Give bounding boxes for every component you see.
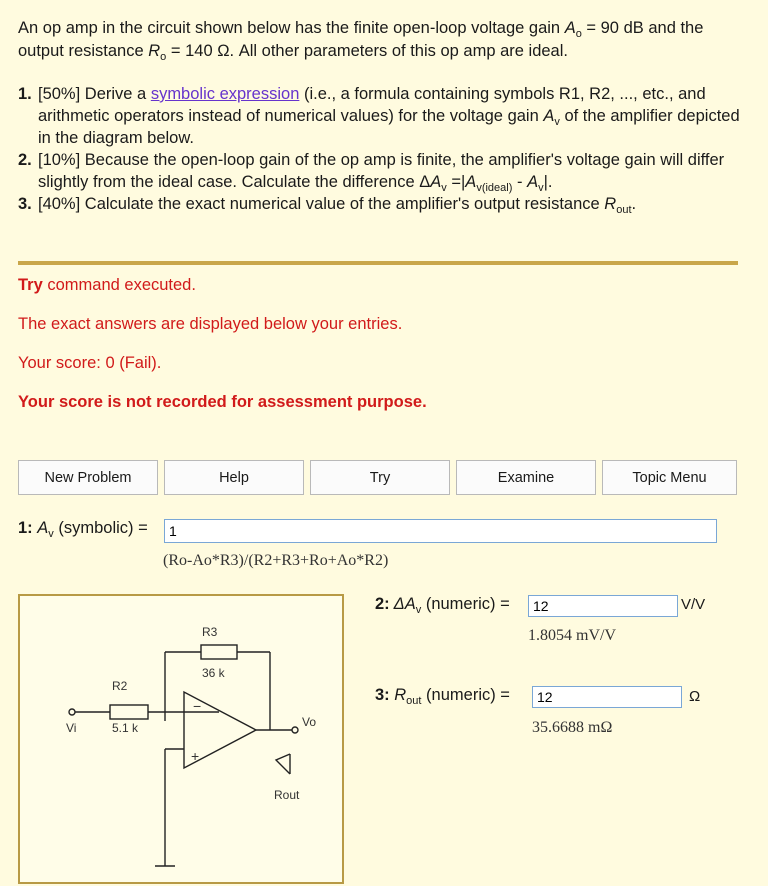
av-symbol: A xyxy=(430,173,442,191)
inverting-input-sign: − xyxy=(193,698,202,714)
av-symbol: A xyxy=(527,173,539,191)
intro-text: An op amp in the circuit shown below has the finite open-loop voltage gain xyxy=(18,19,565,37)
av-symbol: A xyxy=(543,107,555,125)
try-status-text: command executed. xyxy=(42,276,196,294)
rout-exact-answer: 35.6688 mΩ xyxy=(532,719,613,736)
av-ideal-symbol: A xyxy=(465,173,477,191)
r3-resistor xyxy=(201,645,237,659)
new-problem-button[interactable]: New Problem xyxy=(18,460,158,495)
question-text: [50%] Derive a xyxy=(38,85,151,103)
r2-value: 5.1 k xyxy=(112,721,139,735)
question-text: =| xyxy=(446,173,466,191)
question-text: of the amplifier depicted in the diagram below. xyxy=(38,107,740,147)
intro-text: = 90 dB and the output resistance xyxy=(18,19,704,60)
delta-av-unit: V/V xyxy=(681,596,706,613)
ro-subscript: o xyxy=(160,51,167,63)
question-text: (i.e., a formula containing symbols R1, R2, ..., etc., and arithmetic operators instead of numerical values) for the voltage gain xyxy=(38,85,706,125)
entry-3-label xyxy=(375,686,510,705)
not-recorded-message: Your score is not recorded for assessment purpose. xyxy=(18,393,427,411)
question-text: [10%] Because the open-loop gain of the op amp is finite, the amplifier's voltage gain will differ slightly from the ideal case. Calculate the difference Δ xyxy=(38,151,725,191)
rout-unit: Ω xyxy=(689,688,701,705)
examine-button[interactable]: Examine xyxy=(456,460,596,495)
ao-symbol: A xyxy=(564,19,576,37)
rout-symbol: R xyxy=(389,686,407,704)
question-text: |. xyxy=(543,173,553,191)
entry-1-label xyxy=(18,519,148,538)
vi-label: Vi xyxy=(66,721,77,735)
score-message: Your score: 0 (Fail). xyxy=(18,354,162,372)
entry-label-text: (numeric) = xyxy=(421,686,510,704)
circuit-diagram xyxy=(18,594,344,884)
av-subscript: v xyxy=(441,182,447,194)
r3-label: R3 xyxy=(202,625,218,639)
delta-av-input[interactable] xyxy=(528,595,678,617)
av-exact-answer: (Ro-Ao*R3)/(R2+R3+Ro+Ao*R2) xyxy=(163,552,389,569)
help-button[interactable]: Help xyxy=(164,460,304,495)
rout-symbol: R xyxy=(604,195,617,213)
av-symbol: A xyxy=(37,519,49,537)
try-status-message xyxy=(18,276,196,295)
ro-symbol: R xyxy=(148,42,161,60)
r2-label: R2 xyxy=(112,679,128,693)
entry-number: 1: xyxy=(18,519,33,537)
circuit-schematic xyxy=(20,596,342,886)
question-number: 2. xyxy=(18,151,32,169)
entry-number: 2: xyxy=(375,595,390,613)
noninverting-input-sign: + xyxy=(191,748,200,764)
question-text: [40%] Calculate the exact numerical value of the amplifier's output resistance xyxy=(38,195,605,213)
delta-av-symbol: ΔA xyxy=(389,595,416,613)
try-button[interactable]: Try xyxy=(310,460,450,495)
question-number: 1. xyxy=(18,85,32,103)
section-divider xyxy=(18,261,738,265)
question-text: - xyxy=(512,173,528,191)
vi-terminal xyxy=(69,709,75,715)
entry-label-text: (numeric) = xyxy=(421,595,510,613)
rout-label: Rout xyxy=(274,788,300,802)
entry-2-label xyxy=(375,595,510,614)
question-2 xyxy=(18,149,753,193)
av-ideal-subscript: v(ideal) xyxy=(476,182,513,194)
av-subscript: v xyxy=(538,182,544,194)
r2-resistor xyxy=(110,705,148,719)
question-list xyxy=(18,83,753,215)
av-subscript: v xyxy=(554,116,560,128)
av-subscript: v xyxy=(415,604,422,616)
entry-label-text: (symbolic) = xyxy=(53,519,148,537)
question-3 xyxy=(18,193,753,215)
av-subscript: v xyxy=(48,528,54,540)
ao-subscript: o xyxy=(575,28,582,40)
question-text: . xyxy=(631,195,637,213)
rout-input[interactable] xyxy=(532,686,682,708)
question-number: 3. xyxy=(18,195,32,213)
vo-terminal xyxy=(292,727,298,733)
topic-menu-button[interactable]: Topic Menu xyxy=(602,460,737,495)
r3-value: 36 k xyxy=(202,666,225,680)
exact-answers-message: The exact answers are displayed below your entries. xyxy=(18,315,403,333)
question-1 xyxy=(18,83,753,149)
delta-av-exact-answer: 1.8054 mV/V xyxy=(528,627,616,644)
rout-subscript: out xyxy=(406,695,422,707)
rout-arrow-icon xyxy=(276,754,290,774)
av-symbolic-input[interactable] xyxy=(164,519,717,543)
intro-text: = 140 Ω. All other parameters of this op amp are ideal. xyxy=(166,42,568,60)
problem-intro xyxy=(18,17,753,63)
try-word: Try xyxy=(18,276,43,294)
symbolic-expression-link[interactable]: symbolic expression xyxy=(150,85,300,103)
rout-subscript: out xyxy=(616,204,632,216)
entry-number: 3: xyxy=(375,686,390,704)
vo-label: Vo xyxy=(302,715,317,729)
